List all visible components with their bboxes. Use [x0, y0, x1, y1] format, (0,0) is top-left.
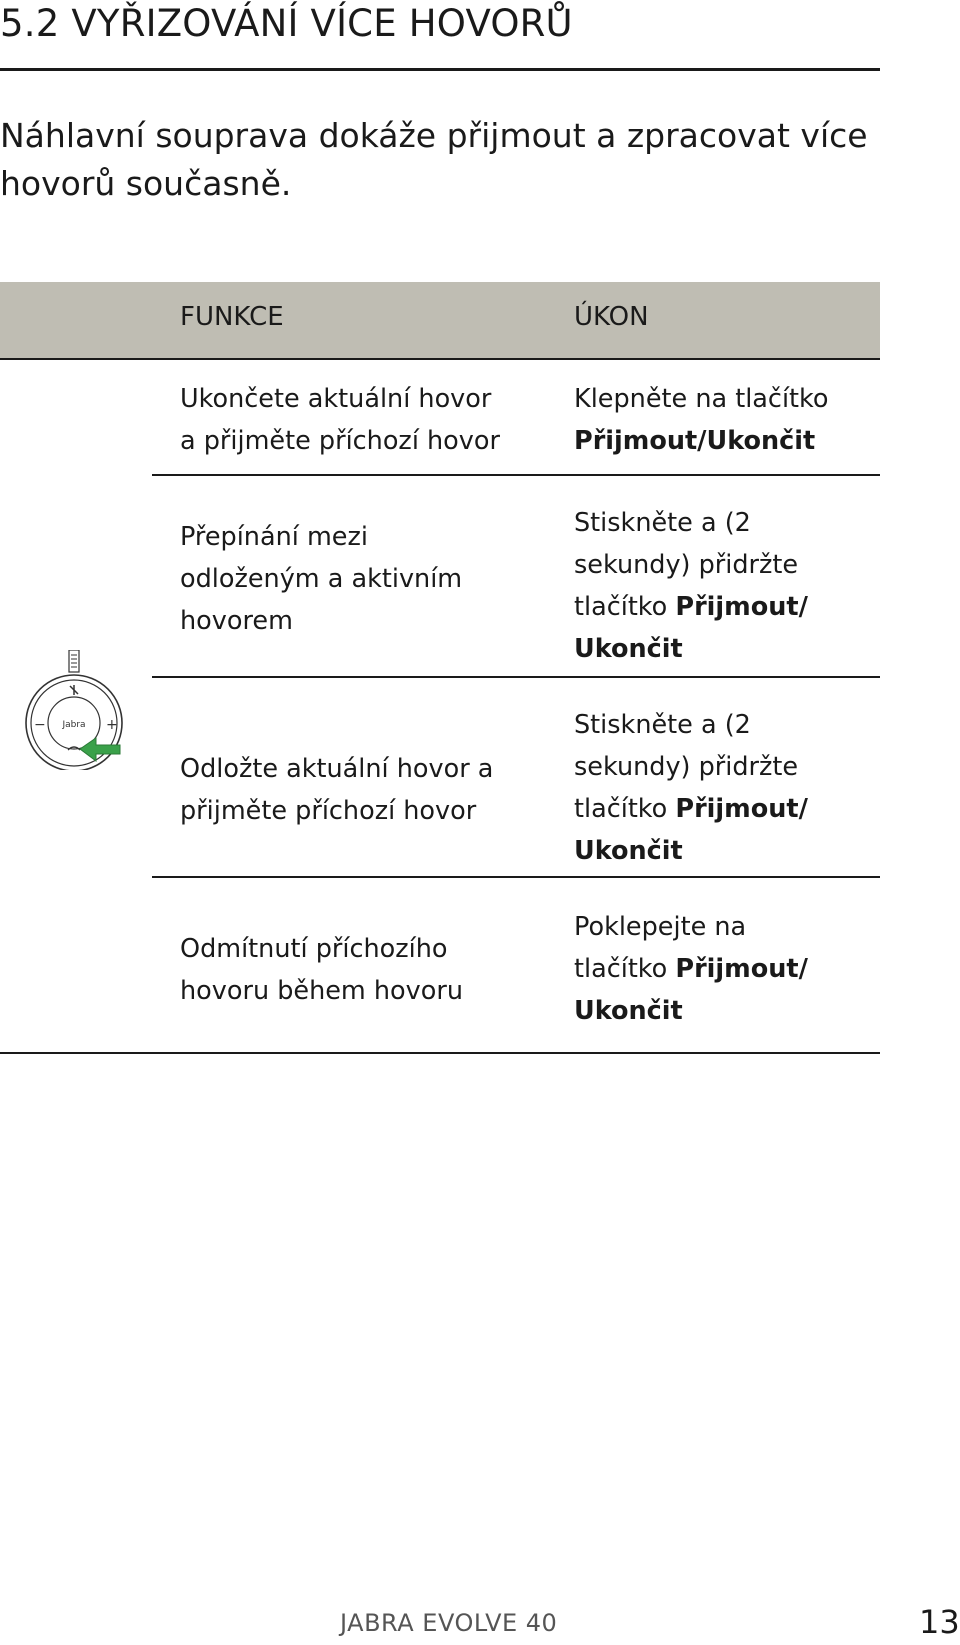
row-separator — [152, 876, 880, 878]
heading-rule — [0, 68, 880, 71]
minus-label: − — [34, 717, 46, 733]
row-separator — [152, 676, 880, 678]
brand-label: Jabra — [62, 720, 86, 730]
table-bottom-rule — [0, 1052, 880, 1054]
row-2-function: Přepínání mezi odloženým a aktivním hovorem — [180, 522, 463, 636]
row-1-function: Ukončete aktuální hovor a přijměte příchozí hovor — [180, 384, 500, 456]
section-heading: 5.2 VYŘIZOVÁNÍ VÍCE HOVORŮ — [0, 2, 573, 45]
header-function: FUNKCE — [180, 302, 284, 332]
intro-text: Náhlavní souprava dokáže přijmout a zpracovat více hovorů současně. — [0, 116, 868, 203]
row-2-action: Stiskněte a (2 sekundy) přidržte tlačítko Přijmout/ Ukončit — [574, 508, 808, 664]
row-4-action: Poklepejte na tlačítko Přijmout/ Ukončit — [574, 912, 808, 1026]
plus-label: + — [106, 717, 118, 733]
headset-controller-icon — [22, 650, 132, 770]
row-3-function: Odložte aktuální hovor a přijměte příchozí hovor — [180, 754, 494, 826]
footer-brand: JABRA EVOLVE 40 — [340, 1609, 558, 1637]
row-4-function: Odmítnutí příchozího hovoru během hovoru — [180, 934, 463, 1006]
header-action: ÚKON — [574, 302, 649, 332]
page-number: 13 — [919, 1603, 960, 1641]
row-separator — [152, 474, 880, 476]
header-rule — [0, 358, 880, 360]
table-header — [0, 282, 880, 358]
row-3-action: Stiskněte a (2 sekundy) přidržte tlačítko Přijmout/ Ukončit — [574, 710, 808, 866]
row-1-action: Klepněte na tlačítko Přijmout/Ukončit — [574, 384, 829, 456]
